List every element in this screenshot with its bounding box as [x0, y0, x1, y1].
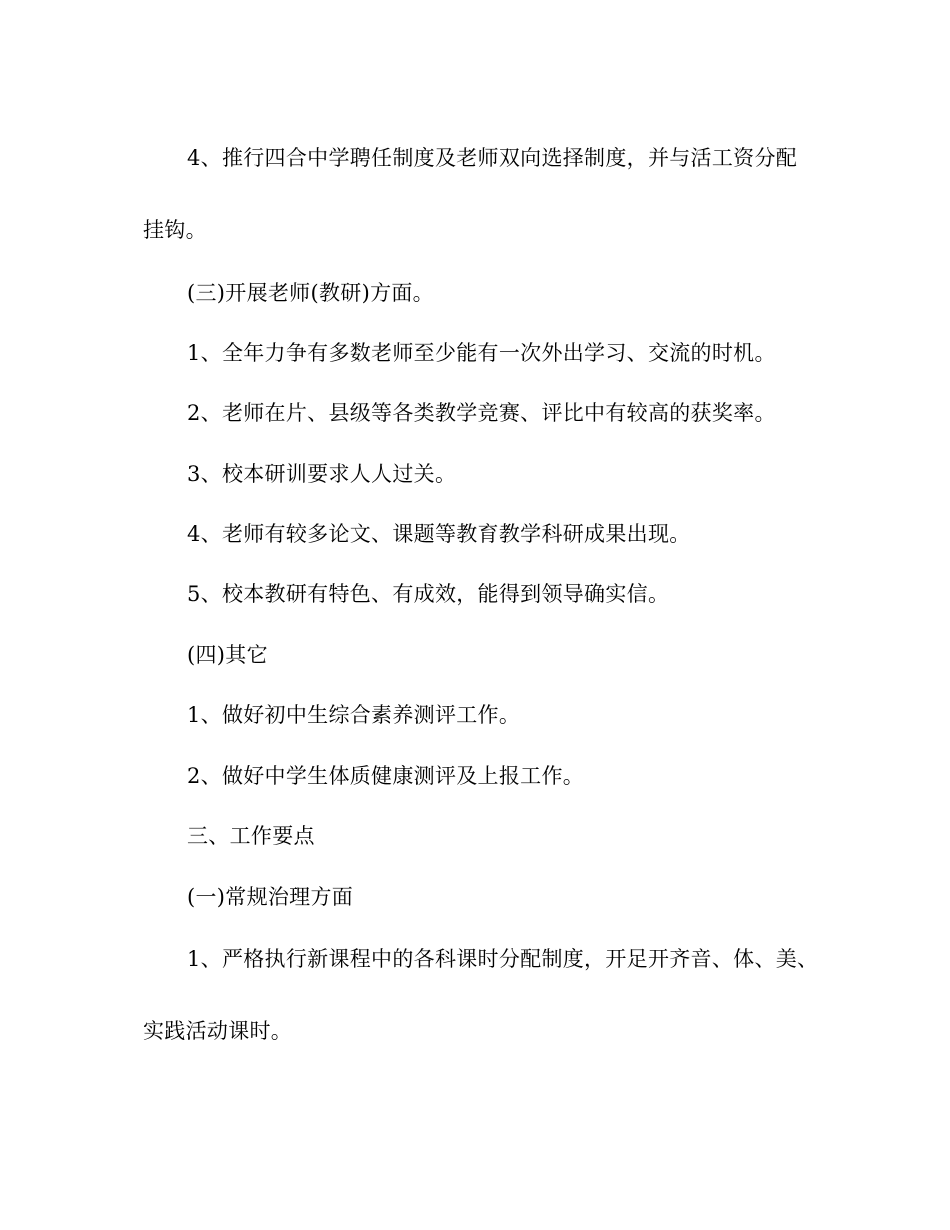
section-heading: (四)其它 [187, 643, 268, 667]
paragraph-line: 5、校本教研有特色、有成效，能得到领导确实信。 [187, 582, 670, 606]
paragraph-line: 2、老师在片、县级等各类教学竞赛、评比中有较高的获奖率。 [187, 401, 776, 425]
paragraph-line: 2、做好中学生体质健康测评及上报工作。 [187, 764, 585, 788]
paragraph-line: 1、严格执行新课程中的各科课时分配制度，开足开齐音、体、美、 [187, 947, 819, 971]
paragraph-line: 1、做好初中生综合素养测评工作。 [187, 703, 521, 727]
paragraph-line: 1、全年力争有多数老师至少能有一次外出学习、交流的时机。 [187, 341, 776, 365]
paragraph-line: 4、推行四合中学聘任制度及老师双向选择制度，并与活工资分配 [187, 146, 798, 170]
section-heading: (一)常规治理方面 [187, 885, 354, 909]
paragraph-line: 实践活动课时。 [143, 1019, 293, 1043]
paragraph-line: 挂钩。 [143, 218, 207, 242]
section-heading: 三、工作要点 [187, 824, 315, 848]
section-heading: (三)开展老师(教研)方面。 [187, 281, 434, 305]
paragraph-line: 3、校本研训要求人人过关。 [187, 462, 457, 486]
paragraph-line: 4、老师有较多论文、课题等教育教学科研成果出现。 [187, 522, 691, 546]
